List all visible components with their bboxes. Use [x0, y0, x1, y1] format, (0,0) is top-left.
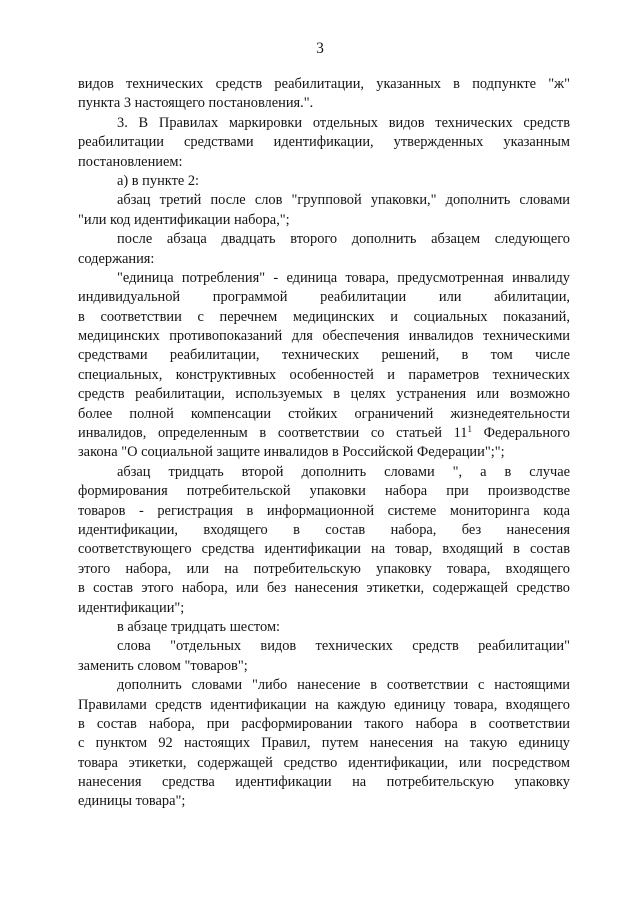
text-line	[78, 191, 570, 210]
line-text: постановлением:	[78, 153, 183, 170]
text-line	[78, 269, 570, 288]
text-line	[78, 385, 570, 404]
document-body	[78, 75, 570, 812]
line-text: а) в пункте 2:	[117, 172, 200, 189]
text-line	[78, 560, 570, 579]
line-text: заменить словом "товаров";	[78, 657, 248, 674]
text-line	[78, 75, 570, 94]
line-text: в состав этого набора, или без нанесения этикетки, содержащей средство	[78, 580, 570, 597]
line-text: специальных, конструктивных особенностей и параметров технических	[78, 366, 570, 383]
line-text: соответствующего средства идентификации на товар, входящий в состав	[78, 541, 570, 558]
line-text: товара этикетки, содержащей средство идентификации, или посредством	[78, 754, 570, 771]
superscript: 1	[467, 424, 472, 435]
text-line	[78, 250, 570, 269]
line-text: в состав набора, при расформировании такого набора в соответствии	[78, 715, 570, 732]
text-line	[78, 114, 570, 133]
text-line	[78, 657, 570, 676]
text-line	[78, 153, 570, 172]
text-line	[78, 463, 570, 482]
text-line	[78, 443, 570, 462]
line-text: в абзаце тридцать шестом:	[117, 618, 281, 635]
line-text: 3. В Правилах маркировки отдельных видов технических средств	[117, 114, 570, 131]
line-text: реабилитации средствами идентификации, утвержденных указанным	[78, 134, 570, 151]
page-number: 3	[316, 40, 324, 57]
line-text: формирования потребительской упаковки набора при производстве	[78, 483, 570, 500]
line-text: закона "О социальной защите инвалидов в Российской Федерации";";	[78, 444, 505, 461]
line-text: видов технических средств реабилитации, указанных в подпункте "ж"	[78, 76, 570, 92]
line-text: средствами реабилитации, технических решений, в том числе	[78, 347, 570, 364]
text-line	[78, 754, 570, 773]
text-line	[78, 405, 570, 424]
text-line	[78, 792, 570, 811]
line-text: после абзаца двадцать второго дополнить абзацем следующего	[117, 231, 570, 248]
text-line	[78, 521, 570, 540]
text-line	[78, 230, 570, 249]
line-text: единицы товара";	[78, 793, 186, 810]
text-line	[78, 172, 570, 191]
text-line	[78, 540, 570, 559]
text-line	[78, 734, 570, 753]
text-line	[78, 696, 570, 715]
line-text: в соответствии с перечнем медицинских и социальных показаний,	[78, 308, 570, 325]
text-line	[78, 133, 570, 152]
text-line	[78, 676, 570, 695]
line-text: Правилами средств идентификации на каждую единицу товара, входящего	[78, 696, 570, 713]
line-text: абзац третий после слов "групповой упаковки," дополнить словами	[117, 192, 570, 209]
text-line	[78, 366, 570, 385]
line-text: "или код идентификации набора,";	[78, 211, 290, 228]
text-line	[78, 424, 570, 443]
text-line	[78, 288, 570, 307]
line-text: с пунктом 92 настоящих Правил, путем нанесения на такую единицу	[78, 735, 570, 752]
line-text: дополнить словами "либо нанесение в соответствии с настоящими	[117, 677, 570, 694]
text-line	[78, 327, 570, 346]
line-text: идентификации";	[78, 599, 185, 616]
text-line	[78, 715, 570, 734]
text-line	[78, 637, 570, 656]
text-line	[78, 346, 570, 365]
text-line	[78, 599, 570, 618]
text-line	[78, 618, 570, 637]
line-text: индивидуальной программой реабилитации или абилитации,	[78, 289, 570, 306]
line-text: медицинских противопоказаний для обеспечения инвалидов техническими	[78, 328, 570, 345]
text-line	[78, 211, 570, 230]
line-text: пункта 3 настоящего постановления.".	[78, 95, 314, 112]
line-text: слова "отдельных видов технических средств реабилитации"	[117, 638, 570, 655]
line-text: идентификации, входящего в состав набора, без нанесения	[78, 521, 570, 538]
line-text: этого набора, или на потребительскую упаковку товара, входящего	[78, 560, 570, 577]
line-text: нанесения средства идентификации на потребительскую упаковку	[78, 774, 570, 791]
line-text: средств реабилитации, используемых в целях устранения или возможно	[78, 386, 570, 403]
line-text: товаров - регистрация в информационной системе мониторинга кода	[78, 502, 570, 519]
line-text: более полной компенсации стойких ограничений жизнедеятельности	[78, 405, 570, 422]
text-line	[78, 502, 570, 521]
line-text: содержания:	[78, 250, 155, 267]
line-text: абзац тридцать второй дополнить словами ", а в случае	[117, 463, 570, 480]
line-text-continued: Федерального	[471, 425, 570, 442]
text-line	[78, 94, 570, 113]
line-text: инвалидов, определенным в соответствии со статьей 11	[78, 425, 468, 442]
line-text: "единица потребления" - единица товара, предусмотренная инвалиду	[117, 269, 570, 286]
text-line	[78, 308, 570, 327]
text-line	[78, 579, 570, 598]
text-line	[78, 482, 570, 501]
text-line	[78, 773, 570, 792]
